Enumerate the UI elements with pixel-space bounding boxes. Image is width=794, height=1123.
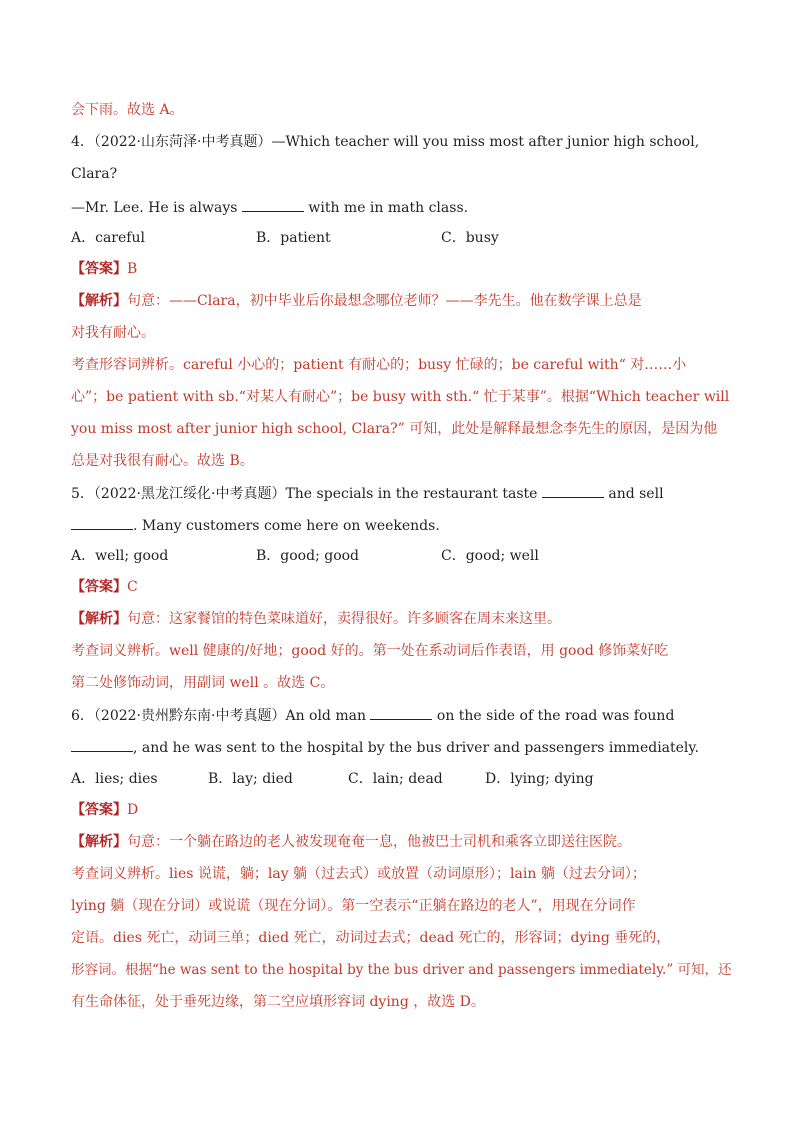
q4-stem-line1b: Clara? (71, 166, 118, 182)
intro-line: 会下雨。故选 A。 (71, 102, 184, 118)
q4-stem-text2a: —Mr. Lee. He is always (71, 200, 242, 216)
q6-answer-value: D (127, 802, 139, 818)
q6-options (71, 769, 594, 789)
q5-answer (71, 577, 138, 597)
q5-option-a: A．well; good (71, 548, 169, 564)
q4-options (71, 228, 499, 248)
q6-blank-2 (71, 737, 133, 752)
q6-stem-text1c: on the side of the road was found (432, 708, 675, 724)
q4-explanation-line5: 总是对我很有耐心。故选 B。 (71, 453, 254, 469)
q6-source: （2022·贵州黔东南·中考真题） (93, 708, 286, 724)
q4-explanation-line1 (71, 291, 642, 311)
q6-option-a: A．lies; dies (71, 771, 158, 787)
q4-source: （2022·山东菏泽·中考真题） (93, 134, 272, 150)
q6-stem-line1 (71, 705, 674, 726)
q5-option-c: C．good; well (441, 548, 539, 564)
q6-blank-1 (370, 705, 432, 720)
q4-answer-label: 【答案】 (71, 261, 127, 277)
q6-explanation-text1: 句意：一个躺在路边的老人被发现奄奄一息，他被巴士司机和乘客立即送往医院。 (127, 834, 631, 850)
q4-option-a: A．careful (71, 230, 145, 246)
q6-option-d: D．lying; dying (485, 771, 594, 787)
q4-answer (71, 259, 137, 279)
q6-explanation-line5: 形容词。根据“he was sent to the hospital by the bus driver and passengers immediately.” 可知，还 (71, 962, 732, 978)
q4-answer-value: B (127, 261, 138, 277)
q6-stem-text1: An old man (285, 708, 371, 724)
q5-option-b: B．good; good (256, 548, 360, 564)
q5-explanation-line3: 第二处修饰动词，用副词 well 。故选 C。 (71, 675, 335, 691)
q4-explanation-line3: 心”；be patient with sb.“对某人有耐心”；be busy with sth.“ 忙于某事”。根据“Which teacher will (71, 389, 730, 405)
q4-explanation-line1b: 对我有耐心。 (71, 325, 155, 341)
q5-options (71, 546, 539, 566)
q4-stem-text1: —Which teacher will you miss most after junior high school, (271, 134, 700, 150)
q6-option-b: B．lay; died (208, 771, 293, 787)
q6-option-c: C．lain; dead (348, 771, 443, 787)
q4-stem-line1 (71, 132, 699, 152)
q4-stem-text2b: with me in math class. (303, 200, 469, 216)
q4-explanation-label: 【解析】 (71, 293, 127, 309)
q6-stem-text2: , and he was sent to the hospital by the bus driver and passengers immediately. (133, 740, 699, 756)
q4-explanation-line2: 考查形容词辨析。careful 小心的；patient 有耐心的；busy 忙碌的；be careful with“ 对……小 (71, 357, 687, 373)
q4-number: 4． (71, 134, 94, 150)
q6-explanation-label: 【解析】 (71, 834, 127, 850)
q6-explanation-line2: 考查词义辨析。lies 说谎，躺；lay 躺（过去式）或放置（动词原形）；lain 躺（过去分词）； (71, 866, 646, 882)
q5-number: 5． (71, 486, 94, 502)
q5-stem-text1: The specials in the restaurant taste (285, 486, 542, 502)
q4-stem-line2 (71, 197, 468, 218)
q5-explanation-line2: 考查词义辨析。well 健康的/好地；good 好的。第一处在系动词后作表语，用 good 修饰菜好吃 (71, 643, 669, 659)
q6-answer-label: 【答案】 (71, 802, 127, 818)
q4-option-b: B．patient (256, 230, 331, 246)
q5-explanation-label: 【解析】 (71, 611, 127, 627)
q5-explanation-line1 (71, 609, 561, 629)
q5-source: （2022·黑龙江绥化·中考真题） (93, 486, 286, 502)
q6-explanation-line4: 定语。dies 死亡，动词三单；died 死亡，动词过去式；dead 死亡的，形容词；dying 垂死的， (71, 930, 671, 946)
q6-explanation-line6: 有生命体征，处于垂死边缘，第二空应填形容词 dying ，故选 D。 (71, 994, 485, 1010)
q5-answer-label: 【答案】 (71, 579, 127, 595)
q5-answer-value: C (127, 579, 138, 595)
q4-blank (242, 197, 304, 212)
q6-stem-line2 (71, 737, 699, 758)
q4-option-c: C．busy (441, 230, 499, 246)
q5-explanation-text1: 句意：这家餐馆的特色菜味道好，卖得很好。许多顾客在周末来这里。 (127, 611, 561, 627)
q6-number: 6． (71, 708, 94, 724)
q6-answer (71, 800, 138, 820)
q5-blank-1 (542, 483, 604, 498)
q6-explanation-line3: lying 躺（现在分词）或说谎（现在分词）。第一空表示“正躺在路边的老人”，用现在分词作 (71, 898, 636, 914)
q5-stem-text2: . Many customers come here on weekends. (133, 518, 440, 534)
q4-explanation-line4: you miss most after junior high school, Clara?” 可知，此处是解释最想念李先生的原因，是因为他 (71, 421, 718, 437)
q5-blank-2 (71, 515, 133, 530)
q5-stem-line1 (71, 483, 664, 504)
q5-stem-line2 (71, 515, 440, 536)
q4-explanation-text1: 句意：——Clara，初中毕业后你最想念哪位老师？——李先生。他在数学课上总是 (127, 293, 642, 309)
q6-explanation-line1 (71, 832, 631, 852)
q5-stem-text1c: and sell (603, 486, 664, 502)
